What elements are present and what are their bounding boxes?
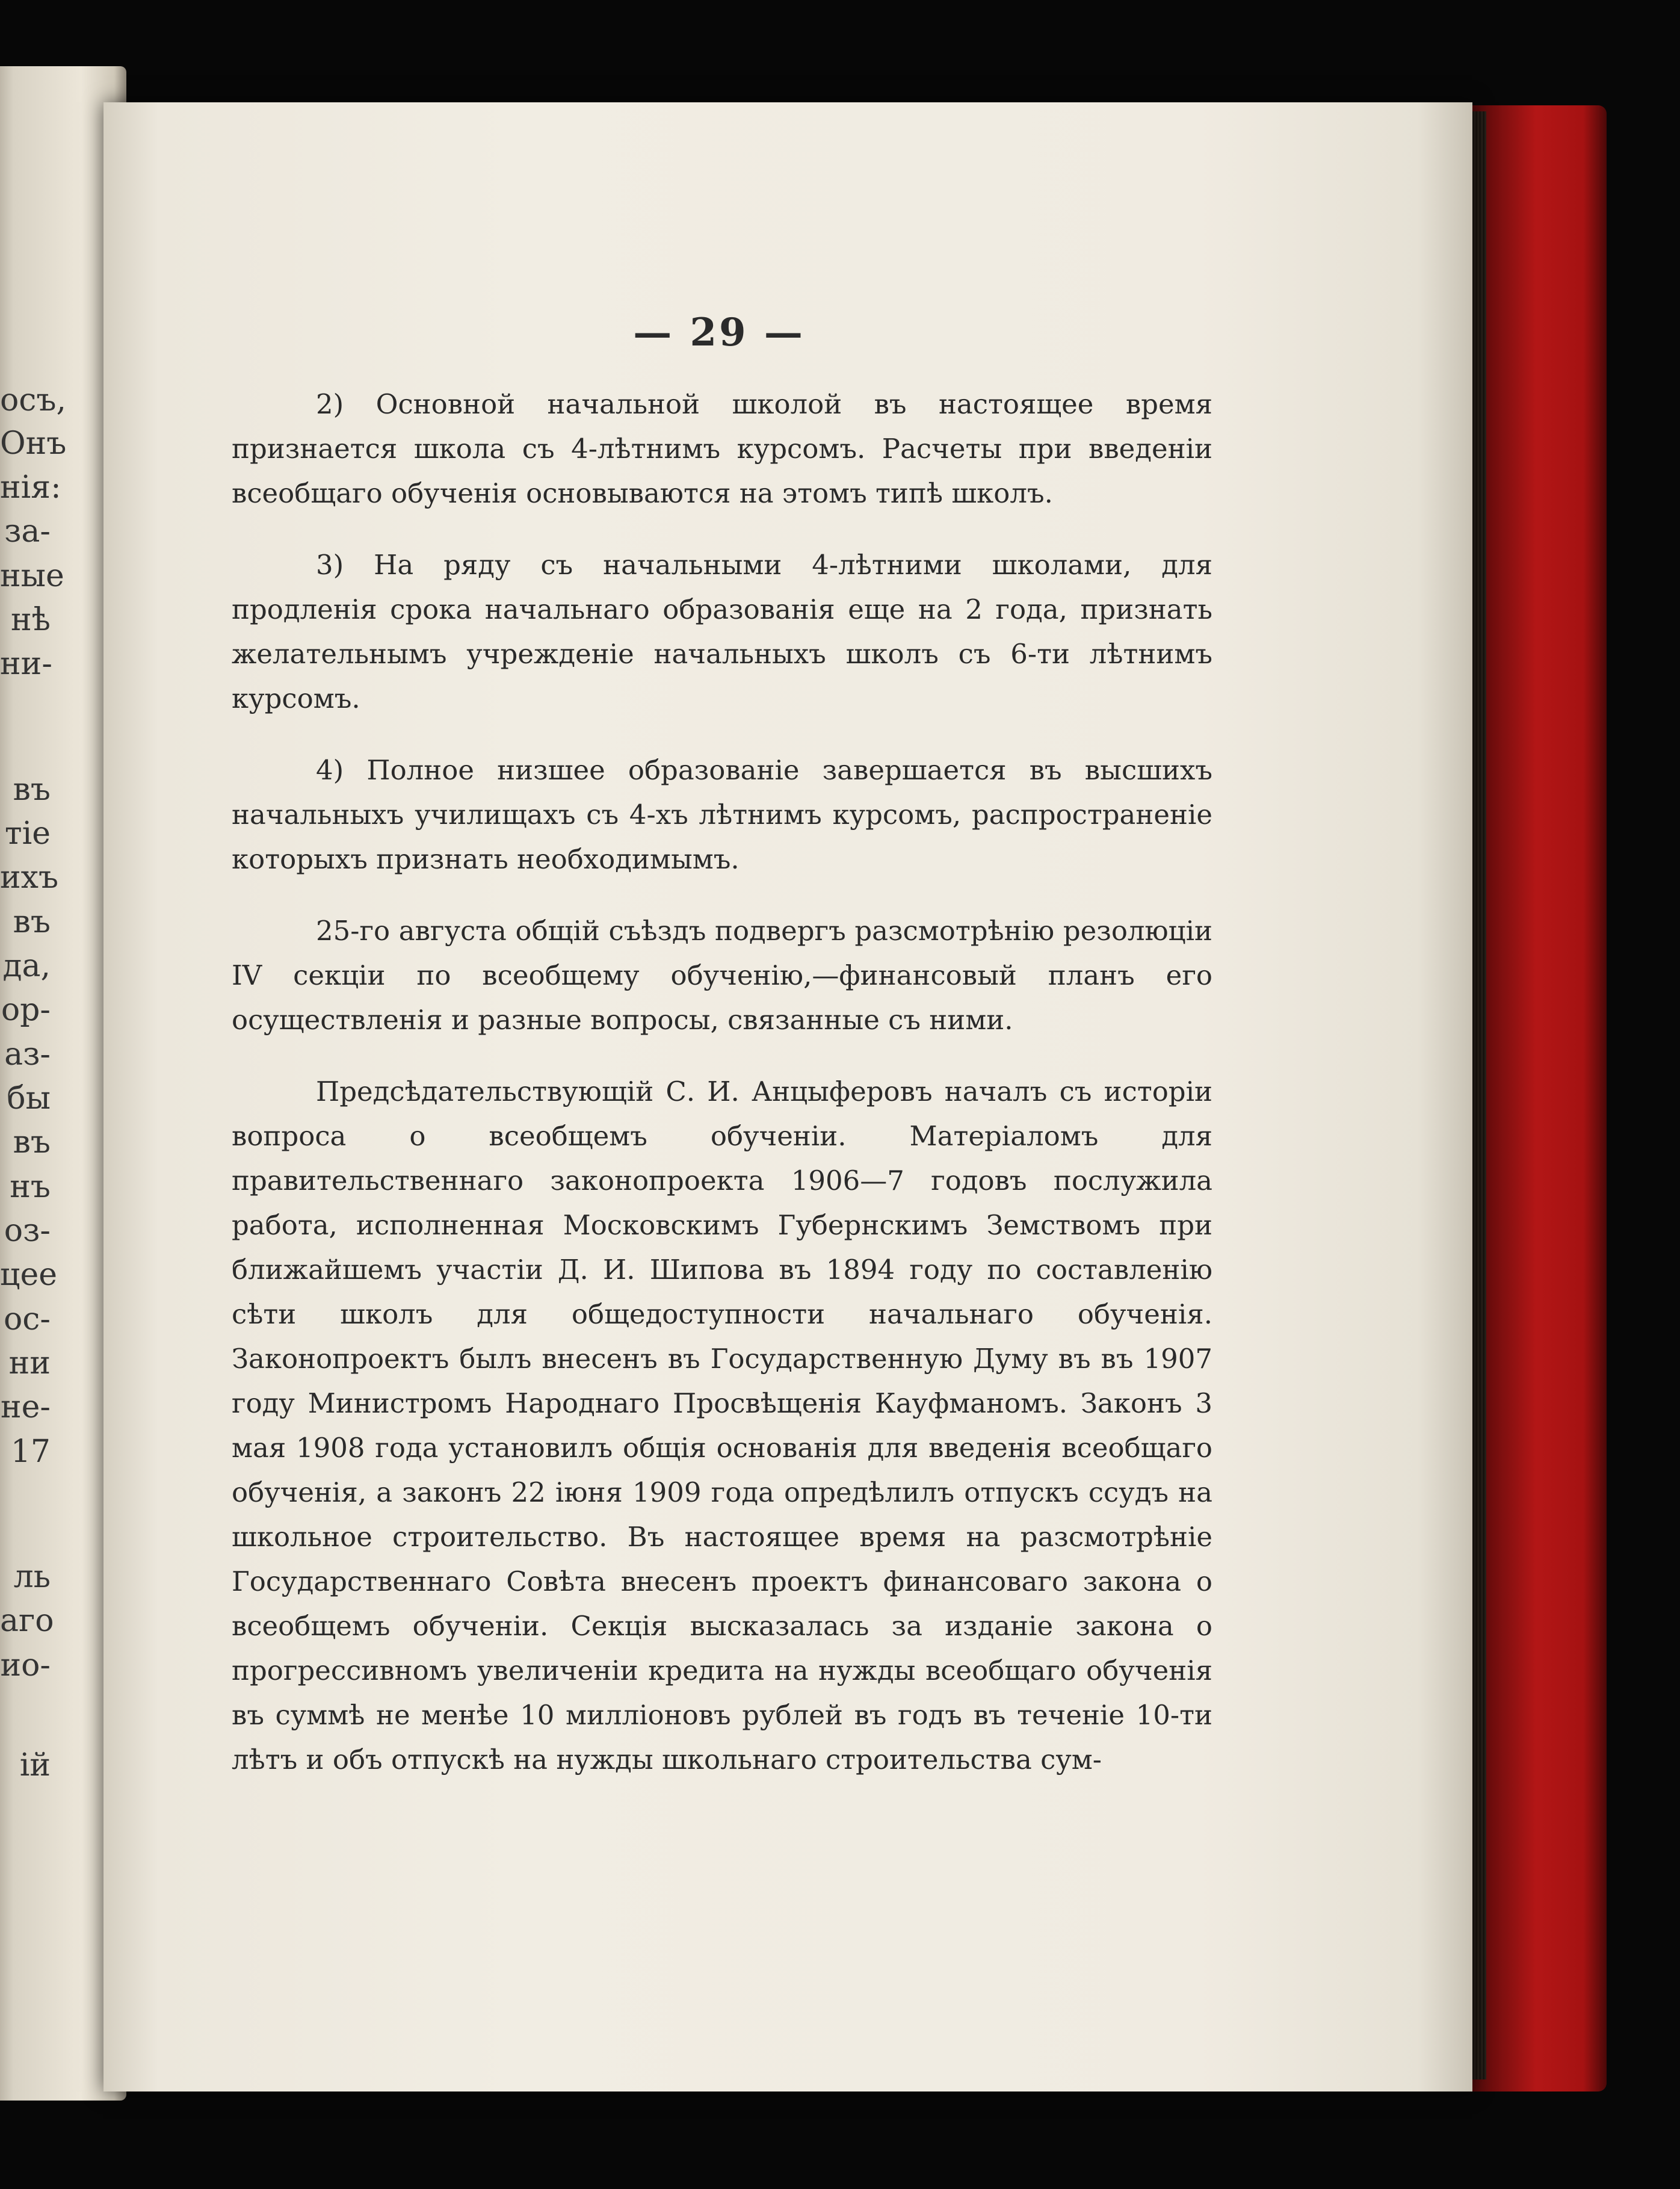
left-fragment: ни- (0, 646, 52, 682)
left-fragment: въ (13, 772, 51, 808)
page-body (232, 382, 1212, 1782)
left-fragment: да, (2, 948, 51, 984)
left-fragment: бы (7, 1080, 51, 1116)
left-fragment: ос- (4, 1301, 51, 1337)
left-fragment: цее (0, 1257, 57, 1293)
left-fragment: 17 (10, 1434, 51, 1470)
left-fragment: ные (0, 558, 64, 594)
paragraph: Предсѣдательствующій С. И. Анцыферовъ началъ съ исторіи вопроса о всеобщемъ обученіи. Матеріаломъ для правительственнаго законопроекта 1906—7 годовъ послужила работа, исполненная Московскимъ Губернскимъ Земствомъ при ближайшемъ участіи Д. И. Шипова въ 1894 году по составленію сѣти школъ для общедоступности начальнаго обученія. Законопроектъ былъ внесенъ въ Государственную Думу въ въ 1907 году Министромъ Народнаго Просвѣщенія Кауфманомъ. Законъ 3 мая 1908 года установилъ общія основанія для введенія всеобщаго обученія, а законъ 22 іюня 1909 года опредѣлилъ отпускъ ссудъ на школьное строительство. Въ настоящее время на разсмотрѣніе Государственнаго Совѣта внесенъ проектъ финансоваго закона о всеобщемъ обученіи. Секція высказалась за изданіе закона о прогрессивномъ увеличеніи кредита на нужды всеобщаго обученія въ суммѣ не менѣе 10 милліоновъ рублей въ годъ въ теченіе 10-ти лѣтъ и объ отпускѣ на нужды школьнаго строительства сум- (232, 1076, 1212, 1776)
left-fragment: за- (4, 513, 51, 550)
left-fragment: аго (0, 1603, 54, 1639)
left-fragment: ій (19, 1747, 51, 1783)
left-fragment: Онъ (0, 426, 67, 462)
left-fragment: ни (8, 1345, 51, 1381)
left-fragment: аз- (4, 1036, 51, 1073)
paragraph: 2) Основной начальной школой въ настоящее время признается школа съ 4-лѣтнимъ курсомъ. Расчеты при введеніи всеобщаго обученія основываются на этомъ типѣ школъ. (232, 388, 1212, 509)
paragraph: 3) На ряду съ начальными 4-лѣтними школами, для продленія срока начальнаго образованія еще на 2 года, признать желательнымъ учрежденіе начальныхъ школъ съ 6-ти лѣтнимъ курсомъ. (232, 549, 1212, 714)
left-fragment: тіе (4, 816, 51, 852)
left-fragment: нѣ (10, 602, 51, 638)
left-fragment: ихъ (0, 859, 59, 896)
paragraph: 4) Полное низшее образованіе завершается въ высшихъ начальныхъ училищахъ съ 4-хъ лѣтнимъ курсомъ, распространеніе которыхъ признать необходимымъ. (232, 754, 1212, 875)
page-number: — 29 — (633, 310, 805, 355)
left-fragment: не- (0, 1389, 51, 1425)
left-fragment: нія: (0, 469, 61, 506)
paragraph: 25-го августа общій съѣздъ подвергъ разсмотрѣнію резолюціи IV секціи по всеобщему обученію,—финансовый планъ его осуществленія и разные вопросы, связанные съ ними. (232, 915, 1212, 1036)
left-fragment: оз- (4, 1213, 51, 1249)
left-fragment: ор- (1, 992, 51, 1028)
left-fragment: ио- (0, 1647, 51, 1683)
left-fragment: нъ (10, 1169, 51, 1205)
left-fragment: въ (13, 1124, 51, 1160)
left-fragment: ль (13, 1559, 51, 1595)
left-fragment: въ (13, 904, 51, 940)
left-fragment: осъ, (0, 382, 67, 418)
